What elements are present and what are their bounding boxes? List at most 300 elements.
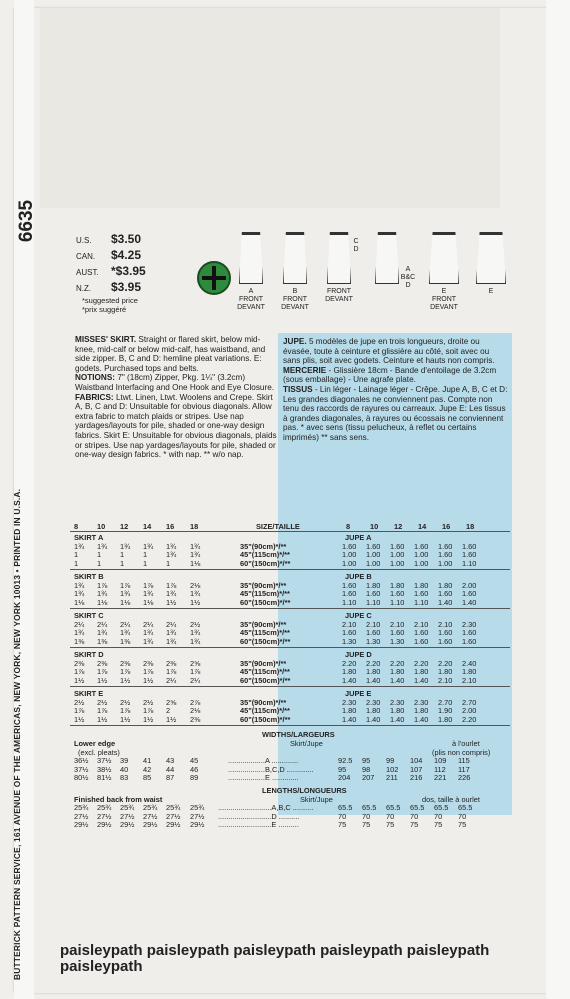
yardage-value: 1⅞ [143, 580, 154, 590]
excl-pleats-label: (excl. pleats) [78, 747, 120, 757]
yardage-value: 1½ [74, 714, 85, 724]
metric-value: 1.40 [462, 597, 477, 607]
metric-value: 1.10 [462, 558, 477, 568]
yardage-value: 1½ [166, 714, 177, 724]
right-fold [546, 0, 570, 999]
skirt-view-label: SKIRT B [74, 572, 104, 581]
jupe-view-label: JUPE D [345, 650, 372, 659]
yardage-value: 1¾ [190, 636, 201, 646]
metric-value: 2.70 [462, 697, 477, 707]
length-value: 25¾ [166, 803, 181, 812]
price-value: $4.25 [111, 248, 142, 262]
size-header: 8 [74, 522, 79, 531]
metric-value: 2.30 [414, 697, 429, 707]
width-value: 85 [143, 773, 152, 782]
width-metric: 102 [386, 764, 399, 774]
size-header: 16 [166, 522, 175, 531]
width-metric: 112 [434, 764, 446, 774]
yardage-value: 2½ [190, 619, 201, 629]
yardage-value: 2½ [120, 697, 131, 707]
width-metric: 95 [338, 764, 347, 774]
fabric-width: 35"(90cm)*/** [240, 580, 287, 590]
publisher-line: BUTTERICK PATTERN SERVICE, 161 AVENUE OF THE AMERICAS, NEW YORK, NEW YORK 10013 • PRINTED IN U.S.A. [12, 488, 22, 980]
crosshair-logo-icon [197, 261, 231, 295]
yardage-value: 1¾ [74, 589, 85, 598]
fabric-width: 60"(150cm)*/** [240, 714, 291, 724]
width-value: 39 [120, 756, 129, 765]
yardage-value: 1⅞ [120, 706, 131, 715]
yardage-value: 1⅜ [97, 636, 108, 646]
metric-value: 1.80 [366, 667, 381, 676]
width-value: 80½ [74, 773, 89, 782]
fabric-width: 45"(115cm)*/** [240, 550, 290, 559]
width-value: 37½ [74, 764, 89, 774]
width-metric: 95 [362, 756, 371, 765]
metric-value: 2.20 [414, 658, 429, 668]
metric-value: 1.60 [342, 541, 357, 551]
yardage-value: 1⅞ [166, 667, 177, 676]
yardage-value: 1⅞ [166, 580, 177, 590]
width-value: 45 [190, 756, 199, 765]
view-c: FRONT DEVANT [322, 232, 356, 304]
metric-value: 1.60 [366, 541, 381, 551]
yardage-value: 1 [97, 558, 102, 568]
yardage-value: 2⅜ [120, 658, 131, 668]
metric-value: 1.80 [414, 706, 429, 715]
fabric-width: 45"(115cm)*/** [240, 706, 290, 715]
price-note: *prix suggéré [82, 305, 127, 314]
yardage-value: 1½ [74, 675, 85, 685]
metric-value: 1.60 [414, 628, 429, 637]
width-metric: 92.5 [338, 756, 353, 765]
width-value: 40 [120, 764, 129, 774]
yardage-value: 1⅞ [74, 706, 85, 715]
skirt-drawing [429, 232, 459, 284]
yardage-value: 2¼ [120, 619, 131, 629]
metric-value: 1.00 [342, 558, 357, 568]
width-value: 42 [143, 764, 152, 774]
width-label: ..................E ............. [228, 773, 299, 782]
metric-value: 2.10 [342, 619, 357, 629]
length-value: 25¾ [190, 803, 205, 812]
skirt-drawing [476, 232, 506, 284]
yardage-value: 1¾ [120, 541, 131, 551]
yardage-value: 1⅞ [97, 706, 108, 715]
yardage-value: 1⅞ [143, 706, 154, 715]
metric-value: 1.40 [414, 675, 429, 685]
metric-value: 1.40 [438, 597, 453, 607]
width-metric: 117 [458, 764, 470, 774]
length-value: 29½ [97, 820, 112, 829]
yardage-value: 1¾ [190, 628, 201, 637]
yardage-value: 1½ [120, 714, 131, 724]
size-header: 10 [97, 522, 106, 531]
view-e-back: E [474, 232, 508, 296]
size-header: 14 [418, 522, 427, 531]
metric-value: 1.80 [342, 706, 357, 715]
yardage-value: 1½ [166, 597, 177, 607]
yardage-value: 2¼ [74, 619, 85, 629]
yardage-value: 1¾ [166, 550, 177, 559]
length-metric: 70 [458, 811, 467, 821]
table-divider [70, 725, 510, 726]
length-metric: 70 [386, 811, 395, 821]
length-value: 29½ [190, 820, 205, 829]
width-metric: 104 [410, 756, 423, 765]
size-header: 16 [442, 522, 451, 531]
metric-value: 1.80 [342, 667, 357, 676]
width-metric: 216 [410, 773, 423, 782]
width-value: 89 [190, 773, 199, 782]
metric-value: 1.40 [414, 714, 429, 724]
metric-value: 1.10 [390, 597, 405, 607]
yardage-value: 1¾ [74, 580, 85, 590]
yardage-value: 1 [74, 558, 79, 568]
skirt-drawing [375, 232, 399, 284]
yardage-value: 1¾ [190, 550, 201, 559]
width-value: 37½ [97, 756, 112, 765]
yardage-value: 1½ [190, 597, 201, 607]
width-value: 83 [120, 773, 129, 782]
yardage-value: 1¾ [166, 541, 177, 551]
metric-value: 2.30 [462, 619, 477, 629]
metric-value: 1.00 [342, 550, 357, 559]
size-header: 14 [143, 522, 152, 531]
metric-value: 1.40 [366, 675, 381, 685]
price-label: N.Z. [76, 284, 92, 293]
metric-value: 1.80 [414, 580, 429, 590]
metric-value: 1.00 [390, 558, 405, 568]
metric-value: 2.30 [390, 697, 405, 707]
yardage-value: 1 [143, 550, 148, 559]
fabric-width: 35"(90cm)*/** [240, 697, 287, 707]
metric-value: 1.40 [342, 714, 357, 724]
yardage-value: 2½ [97, 697, 108, 707]
fabric-width: 60"(150cm)*/** [240, 636, 291, 646]
length-metric: 65.5 [362, 803, 377, 812]
length-metric: 65.5 [434, 803, 449, 812]
metric-value: 1.00 [366, 550, 381, 559]
length-metric: 70 [338, 811, 347, 821]
fabric-width: 45"(115cm)*/** [240, 667, 290, 676]
yardage-value: 1⅛ [190, 558, 201, 568]
price-value: *$3.95 [111, 264, 146, 278]
metric-value: 2.70 [438, 697, 453, 707]
skirt-drawing [327, 232, 351, 284]
metric-value: 2.30 [366, 697, 381, 707]
metric-value: 2.20 [462, 714, 477, 724]
length-metric: 75 [386, 820, 395, 829]
length-metric: 75 [458, 820, 467, 829]
size-header: 12 [120, 522, 129, 531]
length-value: 27½ [190, 811, 205, 821]
yardage-value: 1¾ [97, 628, 108, 637]
metric-value: 1.80 [414, 667, 429, 676]
width-value: 87 [166, 773, 175, 782]
yardage-value: 1¾ [74, 541, 85, 551]
length-label: ..........................E .......... [218, 820, 299, 829]
metric-value: 1.80 [438, 580, 453, 590]
width-value: 46 [190, 764, 199, 774]
metric-value: 1.60 [438, 636, 453, 646]
french-description: JUPE. 5 modèles de jupe en trois longueurs, droite ou évasée, toute à ceinture et glissière au côté, soit avec ou sans plis, soit avec godets. Ceinture et hauts non compris. MERCERIE - Glissière 18cm - Bande d'entoilage de 3.2cm (sous emballage) - Une agrafe plate. TISSUS - Lin léger - Lainage léger - Crêpe. Jupe A, B, C et D: Les grandes diagonales ne conviennent pas. Compte non tenu des raccords de rayures ou carreaux. Jupe E: Les tissus à grandes diagonales, à rayures ou écossais ne conviennent pas. * avec sens (tissu pelucheux, à reflet ou certains imprimés) ** sans sens. [283, 337, 508, 442]
lower-edge-label: Lower edge [74, 739, 116, 748]
english-description: MISSES' SKIRT. Straight or flared skirt, below mid-knee, mid-calf or below mid-calf, has waistband, and side zipper. B, C and D: hemline pleat variations. E: godets. Purchased tops and belts. NOTIONS: 7" (18cm) Zipper, Pkg. 1¼" (3.2cm) Waistband Interfacing and One Hook and Eye Closure. FABRICS: Ltwt. Linen, Ltwt. Woolens and Crepe. Skirt A, B, C and D: Unsuitable for obvious diagonals. Allow extra fabric to match plaids or stripes. Use nap yardages/layouts for pile, shaded or one-way design fabrics. Skirt E: Unsuitable for obvious diagonals, plaids or stripes. Use nap yardages/layouts for pile, shaded or one-way design fabrics. * with nap. ** w/o nap. [75, 335, 277, 460]
size-header: 8 [346, 522, 351, 531]
metric-value: 2.10 [462, 675, 477, 685]
yardage-value: 2⅝ [166, 697, 177, 707]
view-a: A FRONT DEVANT [234, 232, 268, 312]
yardage-value: 2⅞ [190, 697, 201, 707]
yardage-value: 2⅜ [190, 714, 201, 724]
yardage-value: 2⅛ [190, 580, 201, 590]
metric-value: 1.60 [390, 589, 405, 598]
metric-value: 1.60 [366, 589, 381, 598]
metric-value: 1.60 [438, 541, 453, 551]
metric-value: 2.20 [366, 658, 381, 668]
yardage-value: 1 [120, 558, 125, 568]
yardage-value: 1¾ [120, 589, 131, 598]
width-metric: 207 [362, 773, 375, 782]
jupe-view-label: JUPE C [345, 611, 372, 620]
yardage-value: 2⅝ [190, 658, 201, 668]
yardage-value: 2⅜ [143, 658, 154, 668]
skirt-jupe-label: Skirt/Jupe [300, 794, 333, 804]
length-value: 27½ [74, 811, 89, 821]
metric-value: 2.40 [462, 658, 477, 668]
metric-value: 1.80 [462, 667, 477, 676]
length-metric: 65.5 [386, 803, 401, 812]
length-value: 29½ [143, 820, 158, 829]
yardage-value: 1½ [97, 675, 108, 685]
metric-value: 1.10 [366, 597, 381, 607]
length-metric: 75 [362, 820, 371, 829]
fabric-width: 35"(90cm)*/** [240, 541, 287, 551]
size-header: 18 [466, 522, 475, 531]
skirt-drawing [283, 232, 307, 284]
metric-value: 1.40 [390, 714, 405, 724]
metric-value: 1.30 [390, 636, 405, 646]
metric-value: 2.20 [342, 658, 357, 668]
yardage-value: 1¾ [120, 628, 131, 637]
yardage-value: 1 [166, 558, 171, 568]
width-metric: 204 [338, 773, 351, 782]
metric-value: 1.60 [462, 541, 477, 551]
yardage-value: 2¼ [143, 619, 154, 629]
metric-value: 1.80 [390, 667, 405, 676]
skirt-jupe-label: Skirt/Jupe [290, 739, 323, 748]
yardage-value: 1⅛ [120, 597, 131, 607]
metric-value: 1.60 [462, 628, 477, 637]
length-value: 25¾ [97, 803, 112, 812]
length-value: 27½ [120, 811, 135, 821]
metric-value: 1.10 [414, 597, 429, 607]
width-value: 81½ [97, 773, 112, 782]
width-metric: 107 [410, 764, 423, 774]
length-value: 25¾ [143, 803, 158, 812]
jupe-view-label: JUPE B [345, 572, 372, 581]
watermark: paisleypath paisleypath paisleypath paisleypath paisleypath paisleypath [60, 942, 490, 975]
length-value: 29½ [166, 820, 181, 829]
yardage-value: 1½ [120, 675, 131, 685]
fabric-width: 60"(150cm)*/** [240, 675, 291, 685]
metric-value: 1.60 [342, 580, 357, 590]
metric-value: 2.10 [414, 619, 429, 629]
metric-value: 2.10 [390, 619, 405, 629]
metric-value: 1.80 [438, 714, 453, 724]
metric-value: 1.80 [366, 706, 381, 715]
size-label: SIZE/TAILLE [256, 522, 300, 531]
length-label: ..........................D .......... [218, 811, 300, 821]
metric-value: 1.60 [414, 589, 429, 598]
length-metric: 65.5 [338, 803, 353, 812]
width-metric: 221 [434, 773, 447, 782]
yardage-value: 2¼ [190, 675, 201, 685]
yardage-value: 1¾ [143, 589, 154, 598]
metric-value: 1.60 [438, 550, 453, 559]
skirt-drawing [239, 232, 263, 284]
width-metric: 109 [434, 756, 447, 765]
metric-value: 1.60 [438, 628, 453, 637]
width-value: 44 [166, 764, 175, 774]
jupe-view-label: JUPE E [345, 689, 372, 698]
skirt-view-label: SKIRT D [74, 650, 104, 659]
fabric-width: 60"(150cm)*/** [240, 597, 291, 607]
pattern-number: 6635 [16, 199, 38, 243]
dos-label: dos, taille à ourlet [422, 794, 480, 804]
metric-value: 1.60 [462, 636, 477, 646]
metric-value: 1.40 [342, 675, 357, 685]
view-e-front: E FRONT DEVANT [422, 232, 466, 312]
yardage-value: 2¼ [97, 619, 108, 629]
size-header: 12 [394, 522, 403, 531]
yardage-value: 1¾ [190, 589, 201, 598]
yardage-value: 1⅞ [74, 667, 85, 676]
metric-value: 2.10 [438, 619, 453, 629]
yardage-value: 1⅛ [143, 597, 154, 607]
metric-value: 1.60 [342, 628, 357, 637]
width-value: 36½ [74, 756, 89, 765]
metric-value: 1.60 [414, 636, 429, 646]
yardage-value: 1¾ [166, 636, 177, 646]
yardage-value: 2⅜ [166, 658, 177, 668]
length-value: 27½ [97, 811, 112, 821]
metric-value: 1.60 [366, 628, 381, 637]
metric-value: 1.80 [438, 667, 453, 676]
length-value: 29½ [120, 820, 135, 829]
yardage-value: 2½ [143, 697, 154, 707]
yardage-value: 1 [74, 550, 79, 559]
width-metric: 226 [458, 773, 471, 782]
price-label: CAN. [76, 252, 96, 261]
yardage-value: 1½ [143, 714, 154, 724]
hem-label: à l'ourlet [452, 739, 480, 748]
price-label: U.S. [76, 236, 92, 245]
yardage-value: 1¾ [166, 589, 177, 598]
width-metric: 99 [386, 756, 395, 765]
finished-label: Finished back from waist [74, 794, 163, 804]
table-divider [70, 531, 510, 532]
size-header: 10 [370, 522, 379, 531]
metric-value: 1.40 [390, 675, 405, 685]
price-block [76, 232, 146, 314]
width-metric: 211 [386, 773, 398, 782]
yardage-value: 1⅞ [120, 580, 131, 590]
metric-value: 1.60 [438, 589, 453, 598]
table-divider [70, 686, 510, 687]
price-value: $3.95 [111, 280, 142, 294]
lengths-header: LENGTHS/LONGUEURS [262, 785, 347, 795]
length-metric: 75 [338, 820, 347, 829]
yardage-value: 1⅞ [120, 667, 131, 676]
view-cd-label: C D [353, 238, 359, 253]
length-value: 29½ [74, 820, 89, 829]
width-metric: 115 [458, 756, 470, 765]
metric-value: 1.60 [390, 541, 405, 551]
view-b: B FRONT DEVANT [277, 232, 313, 312]
metric-value: 1.40 [366, 714, 381, 724]
metric-value: 1.00 [390, 550, 405, 559]
fabric-width: 60"(150cm)*/** [240, 558, 291, 568]
yardage-value: 1⅞ [143, 667, 154, 676]
price-value: $3.50 [111, 232, 142, 246]
length-value: 25¾ [120, 803, 135, 812]
yardage-value: 2⅜ [97, 658, 108, 668]
metric-value: 2.20 [438, 658, 453, 668]
fabric-width: 35"(90cm)*/** [240, 658, 287, 668]
fabric-width: 35"(90cm)*/** [240, 619, 287, 629]
metric-value: 2.10 [438, 675, 453, 685]
view-illustrations [232, 232, 522, 322]
widths-header: WIDTHS/LARGEURS [262, 730, 335, 739]
metric-value: 1.60 [342, 589, 357, 598]
yardage-value: 1 [120, 550, 125, 559]
yardage-value: 1⅞ [190, 667, 201, 676]
width-value: 41 [143, 756, 152, 765]
length-value: 27½ [143, 811, 158, 821]
fabric-width: 45"(115cm)*/** [240, 589, 290, 598]
metric-value: 1.80 [390, 706, 405, 715]
metric-value: 1.10 [342, 597, 357, 607]
width-label: ..................A ............. [228, 756, 299, 765]
length-label: ..........................A,B,C .......... [218, 803, 314, 812]
length-metric: 65.5 [410, 803, 425, 812]
metric-value: 1.30 [366, 636, 381, 646]
width-value: 43 [166, 756, 175, 765]
metric-value: 1.60 [462, 589, 477, 598]
yardage-value: 1¾ [74, 628, 85, 637]
table-divider [70, 608, 510, 609]
fabric-width: 45"(115cm)*/** [240, 628, 290, 637]
jupe-view-label: JUPE A [345, 533, 372, 542]
metric-value: 2.10 [366, 619, 381, 629]
yardage-value: 1 [97, 550, 102, 559]
yardage-value: 2¼ [166, 619, 177, 629]
table-divider [70, 569, 510, 570]
metric-value: 1.30 [342, 636, 357, 646]
table-divider [70, 647, 510, 648]
metric-value: 1.60 [390, 628, 405, 637]
length-metric: 70 [434, 811, 443, 821]
length-metric: 75 [410, 820, 419, 829]
metric-value: 2.00 [462, 706, 477, 715]
metric-value: 1.60 [462, 550, 477, 559]
skirt-view-label: SKIRT A [74, 533, 104, 542]
yardage-value: 1¾ [143, 636, 154, 646]
yardage-value: 2⅛ [190, 706, 201, 715]
view-abc-label: A B&C D [400, 266, 416, 289]
length-metric: 70 [362, 811, 371, 821]
